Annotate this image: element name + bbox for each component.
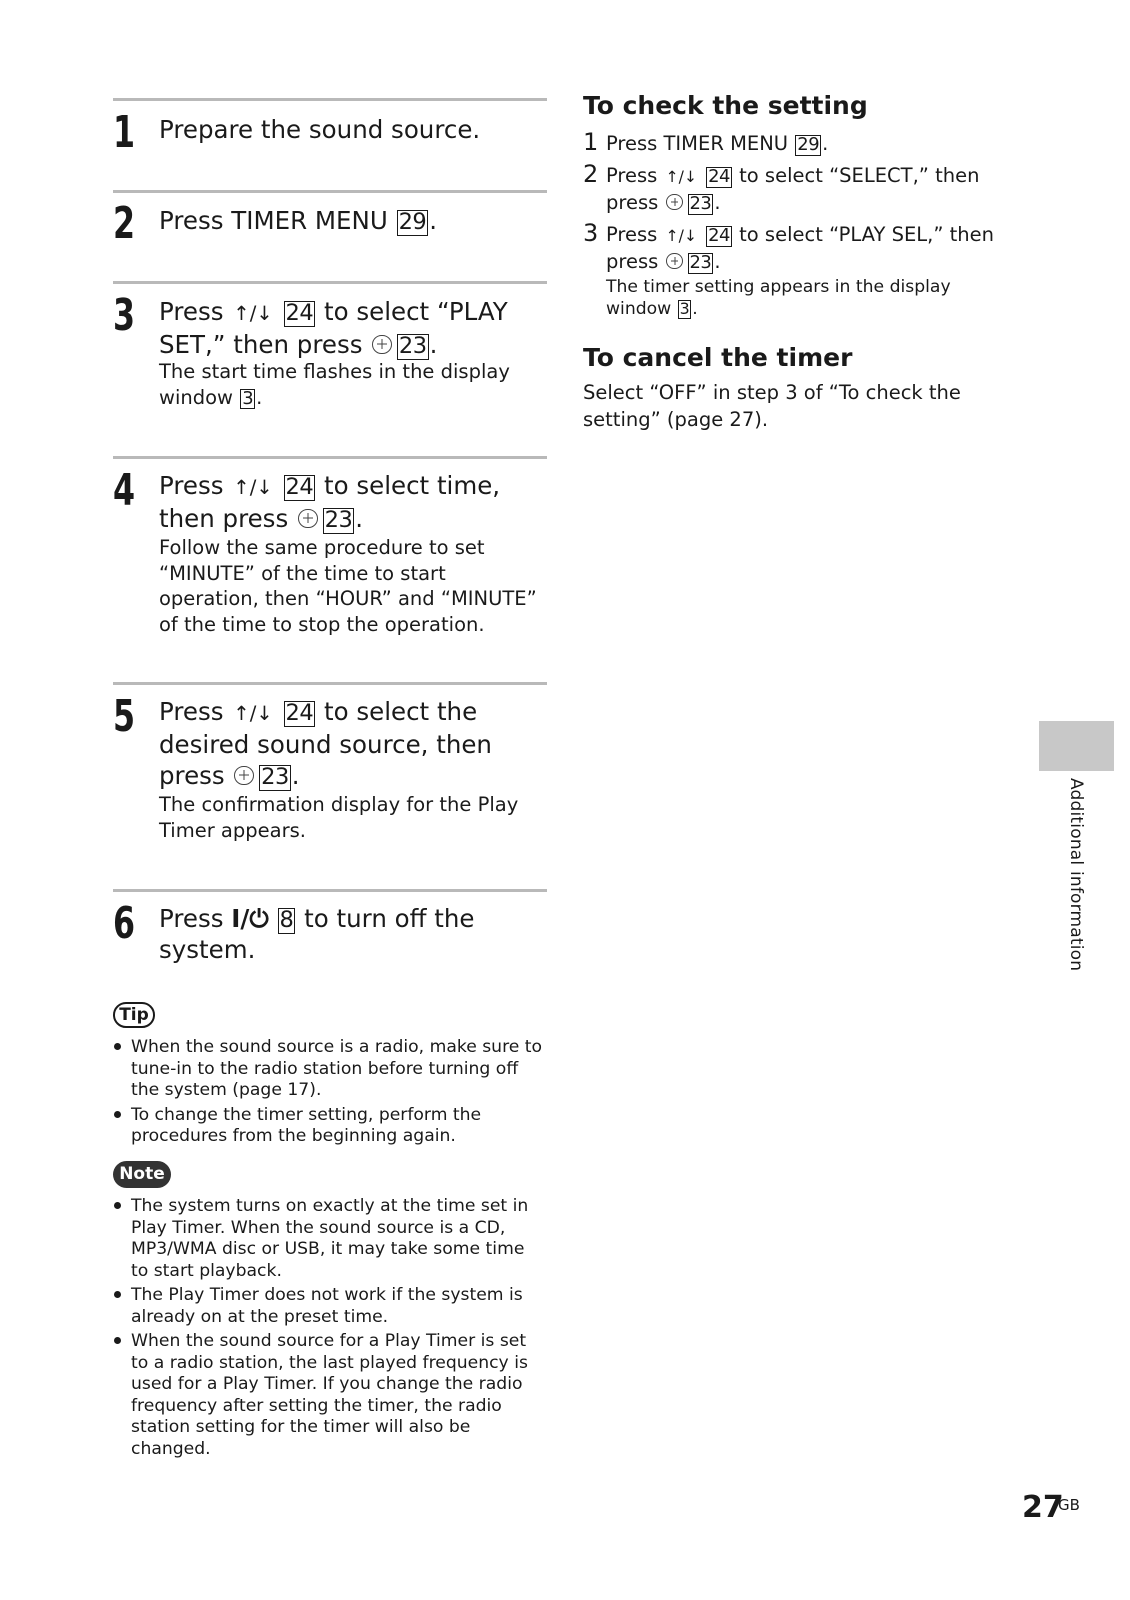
section-tab-label: Additional information: [1066, 778, 1086, 972]
check-step-number: 3: [583, 219, 599, 247]
step-text: Press I/⏻ 8 to turn off the system.: [159, 904, 475, 964]
check-step-number: 1: [583, 128, 599, 156]
enter-button-icon: [666, 194, 682, 210]
page-language-code: GB: [1058, 1496, 1080, 1514]
reference-number-box: 29: [398, 209, 427, 235]
check-step-text: Press ↑/↓ 24 to select “SELECT,” then press 23 .: [606, 164, 980, 214]
up-down-arrows-icon: ↑/↓: [665, 168, 697, 186]
reference-number-box: 23: [398, 333, 427, 359]
step-divider: [113, 682, 547, 685]
reference-number-box: 3: [242, 387, 254, 409]
check-step-note: The timer setting appears in the display window 3 .: [606, 277, 951, 319]
step-text: Press TIMER MENU 29 .: [159, 206, 438, 235]
step-number: 1: [113, 107, 135, 158]
enter-button-icon: [666, 253, 682, 269]
list-item: The system turns on exactly at the time set in Play Timer. When the sound source is a CD, MP3/WMA disc or USB, it may take some time to start playback.: [113, 1196, 547, 1282]
step-description: Follow the same procedure to set “MINUTE” of the time to start operation, then “HOUR” and “MINUTE” of the time to stop the operation.: [159, 536, 537, 636]
step-number: 5: [113, 691, 135, 742]
step-divider: [113, 456, 547, 459]
reference-number-box: 24: [285, 474, 314, 500]
reference-number-box: 3: [679, 299, 690, 318]
step-text: Prepare the sound source.: [159, 115, 481, 144]
step-divider: [113, 190, 547, 193]
cancel-timer-heading: To cancel the timer: [583, 343, 853, 372]
enter-button-icon: [372, 335, 392, 355]
section-tab: [1039, 721, 1114, 771]
power-button-icon: I/⏻: [231, 904, 269, 933]
up-down-arrows-icon: ↑/↓: [233, 702, 273, 725]
check-step-number: 2: [583, 160, 599, 188]
list-item: When the sound source is a radio, make sure to tune-in to the radio station before turning off the system (page 17).: [113, 1037, 547, 1102]
list-item: When the sound source for a Play Timer is set to a radio station, the last played frequency is used for a Play Timer. If you change the radio frequency after setting the timer, the radio station setting for the timer will also be changed.: [113, 1331, 547, 1460]
page-number: 27: [1022, 1490, 1064, 1525]
enter-button-icon: [298, 509, 318, 529]
note-badge: Note: [113, 1161, 171, 1188]
check-step-text: Press TIMER MENU 29 .: [606, 132, 829, 155]
reference-number-box: 23: [689, 193, 712, 214]
reference-number-box: 23: [324, 507, 353, 533]
tip-list: [113, 1037, 547, 1151]
reference-number-box: 29: [797, 134, 820, 155]
step-text: Press ↑/↓ 24 to select “PLAY SET,” then press 23 .: [159, 297, 508, 359]
step-number: 2: [113, 198, 135, 249]
step-text: Press ↑/↓ 24 to select time, then press 23 .: [159, 471, 501, 533]
tip-badge: Tip: [113, 1002, 155, 1028]
reference-number-box: 24: [285, 300, 314, 326]
step-number: 6: [113, 898, 135, 949]
check-setting-heading: To check the setting: [583, 91, 868, 120]
step-divider: [113, 281, 547, 284]
reference-number-box: 24: [708, 225, 730, 246]
up-down-arrows-icon: ↑/↓: [233, 476, 273, 499]
enter-button-icon: [234, 766, 254, 786]
step-divider: [113, 889, 547, 892]
list-item: To change the timer setting, perform the procedures from the beginning again.: [113, 1105, 547, 1148]
up-down-arrows-icon: ↑/↓: [233, 302, 273, 325]
reference-number-box: 8: [279, 907, 294, 933]
step-number: 4: [113, 465, 135, 516]
reference-number-box: 23: [261, 764, 289, 790]
reference-number-box: 24: [708, 166, 730, 187]
reference-number-box: 24: [285, 700, 314, 726]
up-down-arrows-icon: ↑/↓: [665, 227, 697, 245]
step-text: Press ↑/↓ 24 to select the desired sound source, then press 23 .: [159, 697, 492, 790]
step-divider: [113, 98, 547, 101]
step-description: The start time flashes in the display window 3 .: [159, 360, 510, 409]
reference-number-box: 23: [689, 252, 712, 273]
note-list: [113, 1196, 547, 1463]
step-number: 3: [113, 290, 135, 341]
check-step-text: Press ↑/↓ 24 to select “PLAY SEL,” then press 23 . The timer setting appears in the display window 3 .: [606, 222, 1021, 320]
cancel-timer-text: Select “OFF” in step 3 of “To check the setting” (page 27).: [583, 381, 961, 431]
step-description: The confirmation display for the Play Timer appears.: [159, 793, 519, 842]
list-item: The Play Timer does not work if the system is already on at the preset time.: [113, 1285, 547, 1328]
